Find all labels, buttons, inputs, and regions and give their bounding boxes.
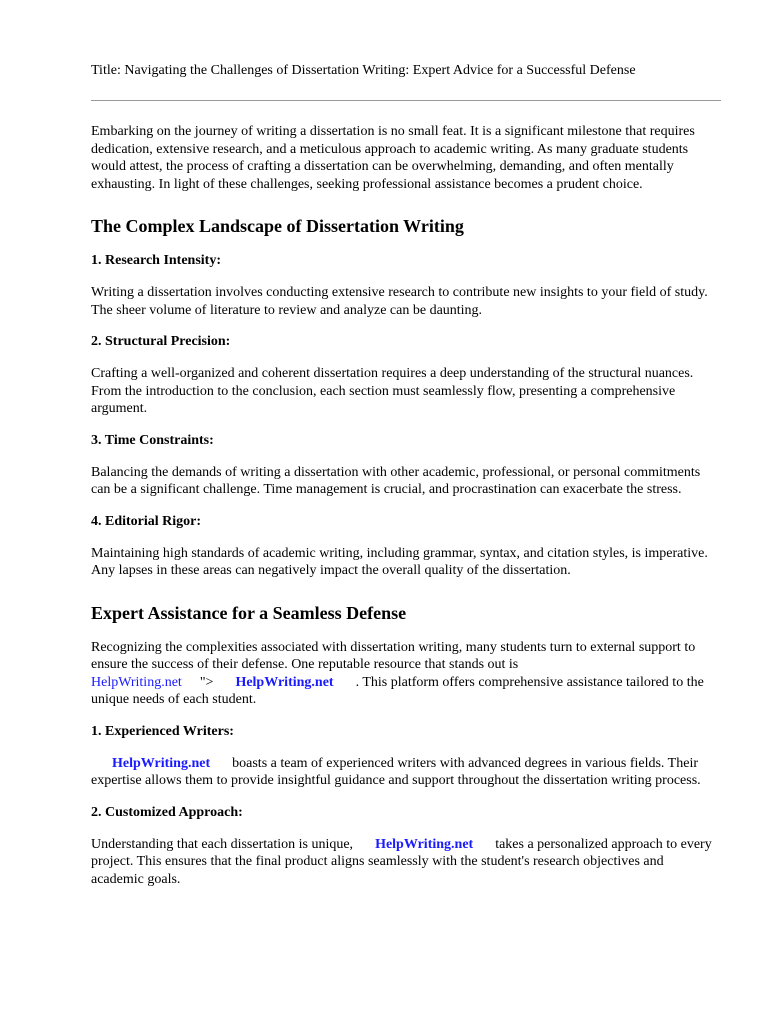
- paragraph-editorial-rigor: Maintaining high standards of academic writing, including grammar, syntax, and citation styles, is imperative. Any lapses in these areas can negatively impact the overall quality of the dissertation.: [91, 545, 708, 578]
- subheading-experienced-writers: 1. Experienced Writers:: [91, 723, 234, 739]
- expert-assistance-quote: ">: [199, 674, 214, 690]
- paragraph-experienced-writers: [91, 755, 716, 790]
- paragraph-expert-assistance: [91, 639, 716, 709]
- expert-assistance-text-after: . This platform offers comprehensive assistance tailored to the unique needs of each student.: [91, 674, 704, 707]
- subheading-research-intensity: 1. Research Intensity:: [91, 253, 222, 268]
- section-heading-complex-landscape: The Complex Landscape of Dissertation Writing: [91, 216, 464, 236]
- customized-approach-text-before: Understanding that each dissertation is unique,: [91, 836, 354, 852]
- subheading-customized-approach: 2. Customized Approach:: [91, 804, 243, 820]
- intro-paragraph: Embarking on the journey of writing a dissertation is no small feat. It is a significant milestone that requires dedication, extensive research, and a meticulous approach to academic writing. As many graduate students would attest, the process of crafting a dissertation can be overwhelming, demanding, and often mentally exhausting. In light of these challenges, seeking professional assistance becomes a prudent choice.: [91, 124, 695, 192]
- expert-assistance-text-before: Recognizing the complexities associated with dissertation writing, many students turn to external support to ensure the success of their defense. One reputable resource that stands out is: [91, 639, 696, 672]
- paragraph-time-constraints: Balancing the demands of writing a dissertation with other academic, professional, or personal commitments can be a significant challenge. Time management is crucial, and procrastination can exacerbate the stress.: [91, 464, 701, 497]
- paragraph-customized-approach: [91, 836, 716, 889]
- customized-approach-text-after: takes a personalized approach to every project. This ensures that the final product aligns seamlessly with the student's research objectives and academic goals.: [91, 836, 712, 887]
- paragraph-structural-precision: Crafting a well-organized and coherent dissertation requires a deep understanding of the structural nuances. From the introduction to the conclusion, each section must seamlessly flow, presenting a comprehensive argument.: [91, 366, 694, 416]
- subheading-structural-precision: 2. Structural Precision:: [91, 334, 231, 349]
- helpwriting-link-plain[interactable]: HelpWriting.net: [91, 674, 182, 690]
- document-body: [91, 123, 716, 902]
- subheading-time-constraints: 3. Time Constraints:: [91, 432, 214, 448]
- document-title: Title: Navigating the Challenges of Dissertation Writing: Expert Advice for a Successful Defense: [91, 63, 636, 78]
- section-heading-expert-assistance: Expert Assistance for a Seamless Defense: [91, 602, 407, 623]
- paragraph-research-intensity: Writing a dissertation involves conducting extensive research to contribute new insights to your field of study. The sheer volume of literature to review and analyze can be daunting.: [91, 285, 708, 318]
- experienced-writers-text: boasts a team of experienced writers with advanced degrees in various fields. Their expertise allows them to provide insightful guidance and support throughout the dissertation writing process.: [91, 755, 701, 788]
- subheading-editorial-rigor: 4. Editorial Rigor:: [91, 513, 202, 529]
- title-divider: [91, 100, 721, 101]
- helpwriting-link-customized[interactable]: HelpWriting.net: [375, 836, 474, 852]
- helpwriting-link-experienced[interactable]: HelpWriting.net: [112, 755, 211, 771]
- helpwriting-link-bold[interactable]: HelpWriting.net: [235, 674, 334, 690]
